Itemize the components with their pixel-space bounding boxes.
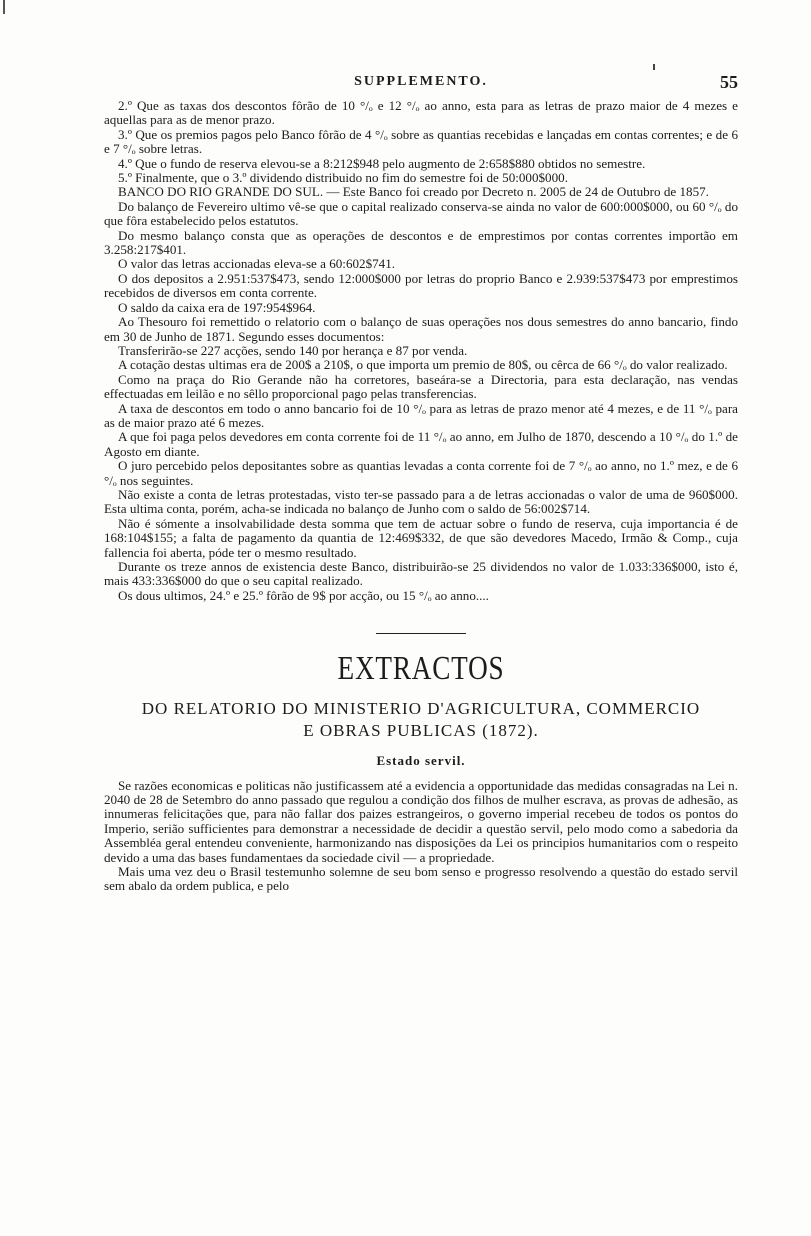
paragraph: Do mesmo balanço consta que as operações de descontos e de emprestimos por contas correntes importão em 3.258:217$401. — [104, 227, 738, 258]
section-divider — [376, 633, 466, 634]
paragraph: Ao Thesouro foi remettido o relatorio com o balanço de suas operações nos dous semestres do anno bancario, findo em 30 de Junho de 1871. Segundo esses documentos: — [104, 314, 738, 344]
paragraph: O saldo da caixa era de 197:954$964. — [118, 299, 316, 315]
subtitle-line: E OBRAS PUBLICAS (1872). — [303, 721, 539, 741]
paragraph: Não é sómente a insolvabilidade desta somma que tem de actuar sobre o fundo de reserva, cuja importancia é de 168:104$155; a falta de pagamento da quantia de 12:469$332, de que são devedores Macedo, Irmão & Comp., cuja fallencia foi aberta, póde ter o mesmo resultado. — [104, 515, 738, 560]
paragraph: Os dous ultimos, 24.º e 25.º fôrão de 9$ por acção, ou 15 °/ₒ ao anno.... — [118, 587, 489, 603]
paragraph: A taxa de descontos em todo o anno bancario foi de 10 °/ₒ para as letras de prazo menor até 4 mezes, e de 11 °/ₒ para as de maior prazo até 6 mezes. — [104, 400, 738, 430]
paragraph: A cotação destas ultimas era de 200$ a 210$, o que importa um premio de 80$, ou cêrca de 66 °/ₒ do valor realizado. — [118, 357, 728, 373]
paragraph: 4.º Que o fundo de reserva elevou-se a 8:212$948 pelo augmento de 2:658$880 obtidos no semestre. — [118, 155, 646, 171]
subtitle-line: DO RELATORIO DO MINISTERIO D'AGRICULTURA, COMMERCIO — [141, 699, 701, 719]
paragraph: 2.º Que as taxas dos descontos fôrão de 10 °/ₒ e 12 °/ₒ ao anno, esta para as letras de prazo maior de 4 mezes e aquellas para as de menor prazo. — [104, 98, 738, 128]
paragraph: Não existe a conta de letras protestadas, visto ter-se passado para a de letras accionadas o valor de uma de 960$000. Esta ultima conta, porém, acha-se indicada no balanço de Junho com o saldo de 56:002$714. — [104, 486, 738, 517]
paragraph: Durante os treze annos de existencia deste Banco, distribuirão-se 25 dividendos no valor de 1.033:336$000, isto é, mais 433:336$000 do que o seu capital realizado. — [104, 559, 738, 589]
page-edge-mark — [3, 0, 5, 14]
paragraph: BANCO DO RIO GRANDE DO SUL. — Este Banco foi creado por Decreto n. 2005 de 24 de Outubro de 1857. — [118, 184, 709, 200]
paragraph: Mais uma vez deu o Brasil testemunho solemne de seu bom senso e progresso resolvendo a questão do estado servil sem abalo da ordem publica, e pelo — [104, 864, 738, 894]
paragraph: Como na praça do Rio Gerande não ha corretores, baseára-se a Directoria, para esta declaração, nas vendas effectuadas em leilão e no sêllo proporcional pago pelas transferencias. — [104, 371, 738, 402]
paragraph: Se razões economicas e politicas não justificassem até a evidencia a opportunidade das medidas consagradas na Lei n. 2040 de 28 de Setembro do anno passado que regulou a condição dos filhos de mulher escrava, as provas de adhesão, as innumeras felicitações que, para não fallar dos paizes estrangeiros, o governo imperial recebeu de todos os pontos do Imperio, serião sufficientes para demonstrar a necessidade de decidir a questão servil, pelo modo como a sabedoria da Assembléa geral entendeu conveniente, harmonizando nas disposições da Lei os principios humanitarios com o respeito devido a uma das bases fundamentaes da sociedade civil — a propriedade. — [104, 777, 738, 865]
section-banks — [104, 99, 738, 603]
paragraph: O valor das letras accionadas eleva-se a 60:602$741. — [118, 256, 396, 272]
paragraph: Transferirão-se 227 acções, sendo 140 por herança e 87 por venda. — [118, 342, 468, 358]
section-extractos — [104, 650, 738, 894]
page-body — [104, 99, 738, 894]
paragraph: O juro percebido pelos depositantes sobre as quantias levadas a conta corrente foi de 7 °/ₒ ao anno, no 1.º mez, e de 6 °/ₒ nos seguintes. — [104, 458, 738, 488]
running-title: SUPPLEMENTO. — [354, 74, 488, 89]
page-header — [104, 74, 738, 96]
paragraph: Do balanço de Fevereiro ultimo vê-se que o capital realizado conserva-se ainda no valor de 600:000$000, ou 60 °/ₒ do que fôra estabelecido pelos estatutos. — [104, 198, 738, 229]
section-subtitle — [104, 698, 738, 742]
print-speck — [653, 64, 655, 70]
section-title: EXTRACTOS — [337, 650, 505, 688]
paragraph: O dos depositos a 2.951:537$473, sendo 12:000$000 por letras do proprio Banco e 2.939:537$473 por emprestimos recebidos de diversos em conta corrente. — [104, 270, 738, 301]
paragraph: 5.º Finalmente, que o 3.º dividendo distribuido no fim do semestre foi de 50:000$000. — [118, 170, 568, 186]
subsection-heading: Estado servil. — [376, 753, 466, 769]
paragraph: A que foi paga pelos devedores em conta corrente foi de 11 °/ₒ ao anno, em Julho de 1870, descendo a 10 °/ₒ do 1.º de Agosto em diante. — [104, 429, 738, 459]
page-number: 55 — [720, 72, 738, 92]
paragraph: 3.º Que os premios pagos pelo Banco fôrão de 4 °/ₒ sobre as quantias recebidas e lançadas em contas correntes; e de 6 e 7 °/ₒ sobre letras. — [104, 126, 738, 157]
